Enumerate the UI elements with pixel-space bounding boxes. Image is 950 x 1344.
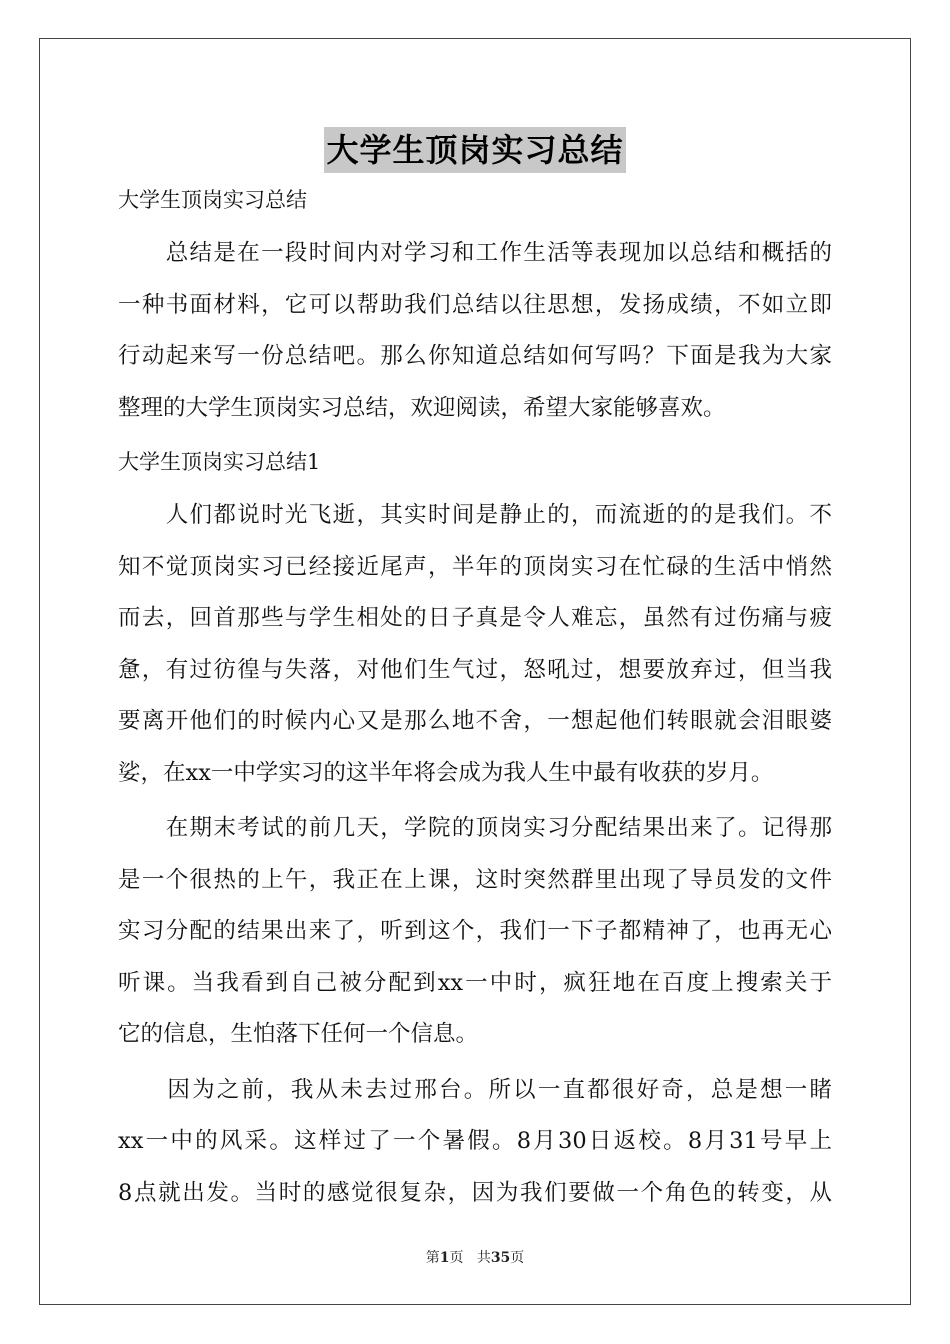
page-footer <box>0 1247 950 1267</box>
document-subtitle: 大学生顶岗实习总结 <box>118 188 307 212</box>
text-line: 它的信息，生怕落下任何一个信息。 <box>118 1021 479 1047</box>
text-line: xx一中的风采。这样过了一个暑假。8月30日返校。8月31号早上 <box>118 1128 832 1154</box>
text-line: 娑，在xx一中学实习的这半年将会成为我人生中最有收获的岁月。 <box>118 759 774 786</box>
text-line: 要离开他们的时候内心又是那么地不舍，一想起他们转眼就会泪眼婆 <box>118 708 832 734</box>
text-line: 在期末考试的前几天，学院的顶岗实习分配结果出来了。记得那 <box>118 815 832 841</box>
intro-paragraph <box>118 228 832 434</box>
document-title: 大学生顶岗实习总结 <box>324 127 625 173</box>
total-prefix: 共 <box>476 1250 491 1266</box>
page-prefix: 第 <box>425 1250 440 1266</box>
text-line: 实习分配的结果出来了，听到这个，我们一下子都精神了，也再无心 <box>118 918 832 944</box>
paragraph-1 <box>118 490 832 799</box>
page-number: 1 <box>439 1250 450 1266</box>
text-line: 人们都说时光飞逝，其实时间是静止的，而流逝的的是我们。不 <box>118 502 832 528</box>
text-line: 行动起来写一份总结吧。那么你知道总结如何写吗？下面是我为大家 <box>118 343 832 369</box>
total-pages: 35 <box>490 1250 511 1266</box>
section-heading: 大学生顶岗实习总结1 <box>118 450 321 474</box>
text-line: 一种书面材料，它可以帮助我们总结以往思想，发扬成绩，不如立即 <box>118 291 832 318</box>
paragraph-3 <box>118 1065 832 1220</box>
text-line: 8点就出发。当时的感觉很复杂，因为我们要做一个角色的转变，从 <box>118 1179 832 1206</box>
text-line: 整理的大学生顶岗实习总结，欢迎阅读，希望大家能够喜欢。 <box>118 394 726 421</box>
text-line: 听课。当我看到自己被分配到xx一中时，疯狂地在百度上搜索关于 <box>118 969 832 996</box>
text-line: 因为之前，我从未去过邢台。所以一直都很好奇，总是想一睹 <box>118 1076 832 1103</box>
text-line: 是一个很热的上午，我正在上课，这时突然群里出现了导员发的文件 <box>118 866 832 893</box>
text-line: 知不觉顶岗实习已经接近尾声，半年的顶岗实习在忙碌的生活中悄然 <box>118 553 832 580</box>
paragraph-2 <box>118 803 832 1061</box>
page-suffix: 页 <box>449 1250 464 1266</box>
document-body <box>118 180 832 1219</box>
title-area <box>0 127 950 173</box>
text-line: 总结是在一段时间内对学习和工作生活等表现加以总结和概括的 <box>118 240 832 266</box>
total-suffix: 页 <box>510 1250 525 1266</box>
text-line: 而去，回首那些与学生相处的日子真是令人难忘，虽然有过伤痛与疲 <box>118 605 832 631</box>
text-line: 惫，有过彷徨与失落，对他们生气过，怒吼过，想要放弃过，但当我 <box>118 656 832 683</box>
